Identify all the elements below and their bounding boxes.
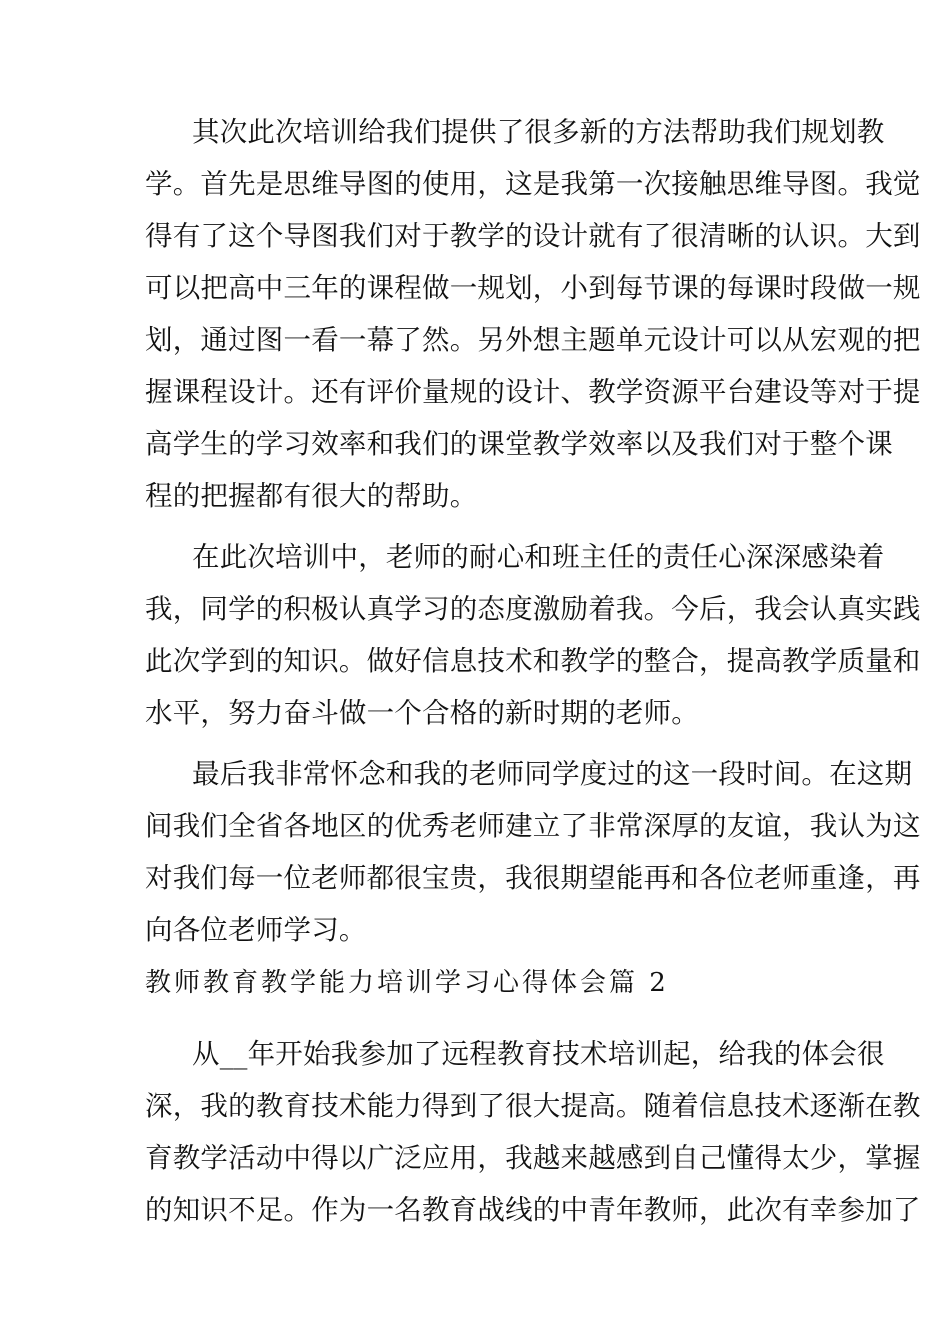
section-heading: 教师教育教学能力培训学习心得体会篇 2	[145, 968, 669, 998]
paragraph-1-line-2: 学。首先是思维导图的使用，这是我第一次接触思维导图。我觉	[145, 168, 921, 200]
paragraph-2-line-2: 我，同学的积极认真学习的态度激励着我。今后，我会认真实践	[145, 593, 921, 625]
paragraph-1-line-7: 高学生的学习效率和我们的课堂教学效率以及我们对于整个课	[145, 428, 893, 460]
paragraph-1-line-5: 划，通过图一看一幕了然。另外想主题单元设计可以从宏观的把	[145, 324, 921, 356]
paragraph-2-line-1: 在此次培训中，老师的耐心和班主任的责任心深深感染着	[192, 541, 885, 573]
paragraph-1-line-3: 得有了这个导图我们对于教学的设计就有了很清晰的认识。大到	[145, 220, 921, 252]
paragraph-2-line-3: 此次学到的知识。做好信息技术和教学的整合，提高教学质量和	[145, 645, 921, 677]
paragraph-2-line-4: 水平，努力奋斗做一个合格的新时期的老师。	[145, 697, 699, 729]
section-paragraph-line-4: 的知识不足。作为一名教育战线的中青年教师，此次有幸参加了	[145, 1194, 921, 1226]
paragraph-1-line-1: 其次此次培训给我们提供了很多新的方法帮助我们规划教	[192, 116, 885, 148]
section-paragraph-line-2: 深，我的教育技术能力得到了很大提高。随着信息技术逐渐在教	[145, 1090, 921, 1122]
paragraph-1-line-8: 程的把握都有很大的帮助。	[145, 480, 478, 512]
section-paragraph-line-3: 育教学活动中得以广泛应用，我越来越感到自己懂得太少，掌握	[145, 1142, 921, 1174]
section-paragraph-line-1: 从__年开始我参加了远程教育技术培训起，给我的体会很	[192, 1038, 885, 1070]
paragraph-3-line-2: 间我们全省各地区的优秀老师建立了非常深厚的友谊，我认为这	[145, 810, 921, 842]
paragraph-1-line-6: 握课程设计。还有评价量规的设计、教学资源平台建设等对于提	[145, 376, 921, 408]
paragraph-3-line-3: 对我们每一位老师都很宝贵，我很期望能再和各位老师重逢，再	[145, 862, 921, 894]
paragraph-3-line-1: 最后我非常怀念和我的老师同学度过的这一段时间。在这期	[192, 758, 913, 790]
paragraph-1-line-4: 可以把高中三年的课程做一规划，小到每节课的每课时段做一规	[145, 272, 921, 304]
paragraph-3-line-4: 向各位老师学习。	[145, 914, 367, 946]
